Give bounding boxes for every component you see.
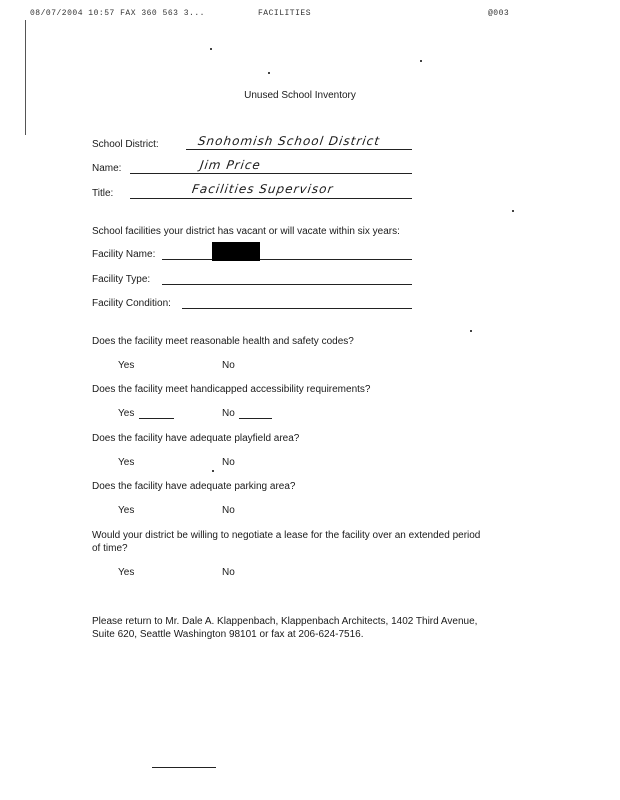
answer-yes-2[interactable]: Yes [118,408,135,419]
redaction-box [212,242,260,261]
answer-no-2-line[interactable] [239,418,272,419]
answer-no-1[interactable]: No [222,360,235,371]
facility-name-line[interactable] [162,259,412,260]
name-label: Name: [92,163,122,174]
scan-edge-line [25,20,26,135]
district-line [186,149,412,150]
fax-sender: FACILITIES [258,9,312,18]
answer-no-4[interactable]: No [222,505,235,516]
signature-line [152,767,216,768]
answer-no-3[interactable]: No [222,457,235,468]
title-value[interactable]: Facilities Supervisor [191,182,335,196]
answer-yes-3[interactable]: Yes [118,457,135,468]
question-health-safety: Does the facility meet reasonable health and safety codes? [92,336,354,347]
name-value[interactable]: Jim Price [199,158,262,172]
return-instructions-line1: Please return to Mr. Dale A. Klappenbach, Klappenbach Architects, 1402 Third Avenue, [92,616,478,627]
scan-speck [212,470,214,472]
question-lease-line1: Would your district be willing to negotiate a lease for the facility over an extended period [92,530,481,541]
scan-speck [512,210,514,212]
question-lease-line2: of time? [92,543,128,554]
page-title: Unused School Inventory [244,90,356,101]
question-parking: Does the facility have adequate parking area? [92,481,296,492]
facility-type-label: Facility Type: [92,274,151,285]
answer-no-2[interactable]: No [222,408,235,419]
question-accessibility: Does the facility meet handicapped accessibility requirements? [92,384,371,395]
fax-date-time: 08/07/2004 10:57 FAX 360 563 3... [30,9,205,18]
facilities-intro: School facilities your district has vacant or will vacate within six years: [92,226,400,237]
answer-yes-1[interactable]: Yes [118,360,135,371]
district-label: School District: [92,139,159,150]
name-line [130,173,412,174]
facility-name-label: Facility Name: [92,249,156,260]
district-value[interactable]: Snohomish School District [197,134,381,148]
facility-condition-line[interactable] [182,308,412,309]
answer-yes-4[interactable]: Yes [118,505,135,516]
title-label: Title: [92,188,114,199]
question-playfield: Does the facility have adequate playfield area? [92,433,300,444]
answer-yes-2-line[interactable] [139,418,174,419]
scan-speck [210,48,212,50]
scan-speck [420,60,422,62]
facility-type-line[interactable] [162,284,412,285]
return-instructions-line2: Suite 620, Seattle Washington 98101 or fax at 206-624-7516. [92,629,364,640]
facility-condition-label: Facility Condition: [92,298,171,309]
scan-speck [470,330,472,332]
scan-speck [268,72,270,74]
answer-no-5[interactable]: No [222,567,235,578]
fax-page: @003 [488,9,510,18]
title-line [130,198,412,199]
answer-yes-5[interactable]: Yes [118,567,135,578]
